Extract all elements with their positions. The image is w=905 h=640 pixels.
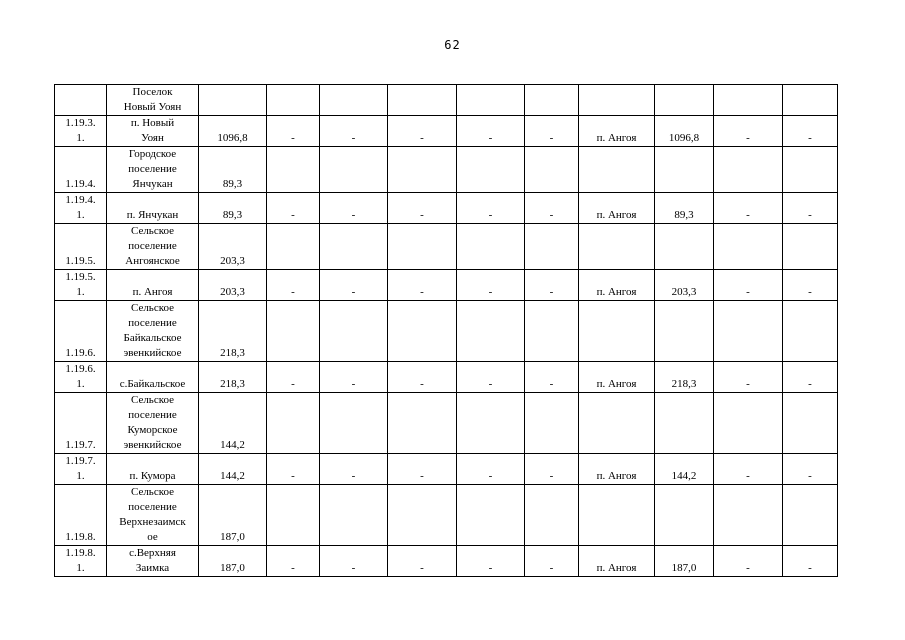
table-cell-col1: Сельское поселение Байкальское эвенкийское xyxy=(107,301,199,362)
table-cell-col6 xyxy=(457,301,525,362)
table-cell-col9: 144,2 xyxy=(655,454,714,485)
table-cell-col2: 187,0 xyxy=(199,485,267,546)
table-row xyxy=(55,224,838,270)
table-cell-col7 xyxy=(525,485,579,546)
table-cell-col8: п. Ангоя xyxy=(579,116,655,147)
table-cell-col6 xyxy=(457,393,525,454)
table-cell-col5: - xyxy=(388,454,457,485)
table-row xyxy=(55,193,838,224)
table-cell-col1: Сельское поселение Куморское эвенкийское xyxy=(107,393,199,454)
table-cell-col8: п. Ангоя xyxy=(579,193,655,224)
table-cell-col5: - xyxy=(388,546,457,577)
table-cell-col4 xyxy=(320,301,388,362)
table-cell-col3: - xyxy=(267,454,320,485)
table-cell-col3 xyxy=(267,224,320,270)
table-cell-col0: 1.19.8. 1. xyxy=(55,546,107,577)
table-cell-col5 xyxy=(388,485,457,546)
table-cell-col6 xyxy=(457,147,525,193)
table-row xyxy=(55,454,838,485)
table-cell-col8: п. Ангоя xyxy=(579,454,655,485)
table-cell-col1: п. Новый Уоян xyxy=(107,116,199,147)
table-cell-col4: - xyxy=(320,546,388,577)
table-cell-col9 xyxy=(655,393,714,454)
table-cell-col5 xyxy=(388,224,457,270)
table-cell-col8 xyxy=(579,393,655,454)
table-cell-col3 xyxy=(267,147,320,193)
table-cell-col11 xyxy=(783,301,838,362)
table-cell-col11 xyxy=(783,485,838,546)
table-cell-col11: - xyxy=(783,362,838,393)
table-cell-col7: - xyxy=(525,362,579,393)
table-cell-col2: 89,3 xyxy=(199,147,267,193)
table-cell-col7 xyxy=(525,147,579,193)
table-cell-col0: 1.19.8. xyxy=(55,485,107,546)
table-cell-col4: - xyxy=(320,454,388,485)
settlement-table xyxy=(54,84,838,577)
table-cell-col5: - xyxy=(388,362,457,393)
table-row xyxy=(55,362,838,393)
table-cell-col0 xyxy=(55,85,107,116)
table-cell-col10: - xyxy=(714,116,783,147)
table-cell-col8: п. Ангоя xyxy=(579,362,655,393)
table-cell-col1: с.Верхняя Заимка xyxy=(107,546,199,577)
table-cell-col4: - xyxy=(320,116,388,147)
table-cell-col0: 1.19.6. 1. xyxy=(55,362,107,393)
table-cell-col2: 218,3 xyxy=(199,362,267,393)
table-cell-col11: - xyxy=(783,193,838,224)
table-cell-col7: - xyxy=(525,116,579,147)
table-cell-col8 xyxy=(579,301,655,362)
table-cell-col7 xyxy=(525,85,579,116)
table-cell-col7 xyxy=(525,301,579,362)
table-cell-col5: - xyxy=(388,116,457,147)
table-cell-col2: 144,2 xyxy=(199,393,267,454)
table-cell-col8: п. Ангоя xyxy=(579,270,655,301)
table-cell-col6: - xyxy=(457,546,525,577)
table-cell-col4 xyxy=(320,85,388,116)
table-cell-col9 xyxy=(655,485,714,546)
table-cell-col2: 89,3 xyxy=(199,193,267,224)
table-cell-col8 xyxy=(579,85,655,116)
table-cell-col1: п. Кумора xyxy=(107,454,199,485)
table-cell-col1: с.Байкальское xyxy=(107,362,199,393)
table-cell-col9: 89,3 xyxy=(655,193,714,224)
table-cell-col7: - xyxy=(525,454,579,485)
table-cell-col7 xyxy=(525,224,579,270)
table-cell-col5: - xyxy=(388,270,457,301)
table-cell-col11 xyxy=(783,224,838,270)
table-cell-col4: - xyxy=(320,270,388,301)
table-cell-col5 xyxy=(388,85,457,116)
table-cell-col10: - xyxy=(714,270,783,301)
table-cell-col4 xyxy=(320,224,388,270)
table-cell-col5 xyxy=(388,393,457,454)
table-cell-col3 xyxy=(267,393,320,454)
table-cell-col0: 1.19.5. 1. xyxy=(55,270,107,301)
table-cell-col2: 144,2 xyxy=(199,454,267,485)
table-row xyxy=(55,393,838,454)
table-cell-col2: 218,3 xyxy=(199,301,267,362)
table-cell-col8 xyxy=(579,147,655,193)
table-cell-col4 xyxy=(320,147,388,193)
table-cell-col0: 1.19.7. xyxy=(55,393,107,454)
table-cell-col3: - xyxy=(267,270,320,301)
table-cell-col3: - xyxy=(267,116,320,147)
table-cell-col10: - xyxy=(714,454,783,485)
table-cell-col11: - xyxy=(783,454,838,485)
table-cell-col5: - xyxy=(388,193,457,224)
table-cell-col9: 187,0 xyxy=(655,546,714,577)
table-cell-col1: Городское поселение Янчукан xyxy=(107,147,199,193)
table-cell-col10 xyxy=(714,301,783,362)
table-cell-col2: 1096,8 xyxy=(199,116,267,147)
table-cell-col0: 1.19.5. xyxy=(55,224,107,270)
table-cell-col11: - xyxy=(783,546,838,577)
table-cell-col10: - xyxy=(714,362,783,393)
table-cell-col0: 1.19.7. 1. xyxy=(55,454,107,485)
table-cell-col1: п. Ангоя xyxy=(107,270,199,301)
table-cell-col6 xyxy=(457,85,525,116)
table-cell-col9 xyxy=(655,85,714,116)
table-cell-col8 xyxy=(579,224,655,270)
table-cell-col9: 218,3 xyxy=(655,362,714,393)
table-row xyxy=(55,270,838,301)
table-cell-col9 xyxy=(655,224,714,270)
table-cell-col3: - xyxy=(267,362,320,393)
table-row xyxy=(55,147,838,193)
table-cell-col9: 203,3 xyxy=(655,270,714,301)
table-cell-col10 xyxy=(714,147,783,193)
table-cell-col1: Поселок Новый Уоян xyxy=(107,85,199,116)
table-cell-col1: п. Янчукан xyxy=(107,193,199,224)
table-cell-col7: - xyxy=(525,193,579,224)
table-cell-col10 xyxy=(714,485,783,546)
table-cell-col4 xyxy=(320,485,388,546)
table-cell-col7: - xyxy=(525,546,579,577)
table-cell-col9 xyxy=(655,301,714,362)
table-row xyxy=(55,85,838,116)
table-cell-col0: 1.19.4. 1. xyxy=(55,193,107,224)
table-cell-col6: - xyxy=(457,270,525,301)
table-cell-col10: - xyxy=(714,193,783,224)
table-cell-col3 xyxy=(267,485,320,546)
table-cell-col11 xyxy=(783,393,838,454)
table-row xyxy=(55,301,838,362)
table-cell-col6: - xyxy=(457,193,525,224)
table-cell-col6: - xyxy=(457,362,525,393)
table-cell-col2: 203,3 xyxy=(199,270,267,301)
table-cell-col11 xyxy=(783,147,838,193)
table-cell-col5 xyxy=(388,301,457,362)
table-cell-col11: - xyxy=(783,116,838,147)
table-cell-col4: - xyxy=(320,193,388,224)
page-number: 62 xyxy=(444,38,461,52)
table-cell-col1: Сельское поселение Верхнезаимск ое xyxy=(107,485,199,546)
table-cell-col6: - xyxy=(457,116,525,147)
table-cell-col5 xyxy=(388,147,457,193)
table-cell-col10 xyxy=(714,393,783,454)
table-cell-col9 xyxy=(655,147,714,193)
table-cell-col4: - xyxy=(320,362,388,393)
table-cell-col2: 203,3 xyxy=(199,224,267,270)
table-cell-col6 xyxy=(457,485,525,546)
table-cell-col3: - xyxy=(267,193,320,224)
table-cell-col10 xyxy=(714,224,783,270)
table-cell-col8 xyxy=(579,485,655,546)
table-cell-col3: - xyxy=(267,546,320,577)
table-cell-col7: - xyxy=(525,270,579,301)
table-cell-col6: - xyxy=(457,454,525,485)
table-row xyxy=(55,485,838,546)
table-cell-col4 xyxy=(320,393,388,454)
table-cell-col0: 1.19.3. 1. xyxy=(55,116,107,147)
table-cell-col1: Сельское поселение Ангоянское xyxy=(107,224,199,270)
table-cell-col9: 1096,8 xyxy=(655,116,714,147)
table-cell-col3 xyxy=(267,301,320,362)
table-cell-col3 xyxy=(267,85,320,116)
table-cell-col7 xyxy=(525,393,579,454)
table-cell-col2 xyxy=(199,85,267,116)
table-cell-col6 xyxy=(457,224,525,270)
table-cell-col0: 1.19.4. xyxy=(55,147,107,193)
table-cell-col2: 187,0 xyxy=(199,546,267,577)
table-cell-col10: - xyxy=(714,546,783,577)
table-cell-col0: 1.19.6. xyxy=(55,301,107,362)
table-cell-col11: - xyxy=(783,270,838,301)
table-row xyxy=(55,116,838,147)
table-cell-col11 xyxy=(783,85,838,116)
table-cell-col8: п. Ангоя xyxy=(579,546,655,577)
table-row xyxy=(55,546,838,577)
table-cell-col10 xyxy=(714,85,783,116)
